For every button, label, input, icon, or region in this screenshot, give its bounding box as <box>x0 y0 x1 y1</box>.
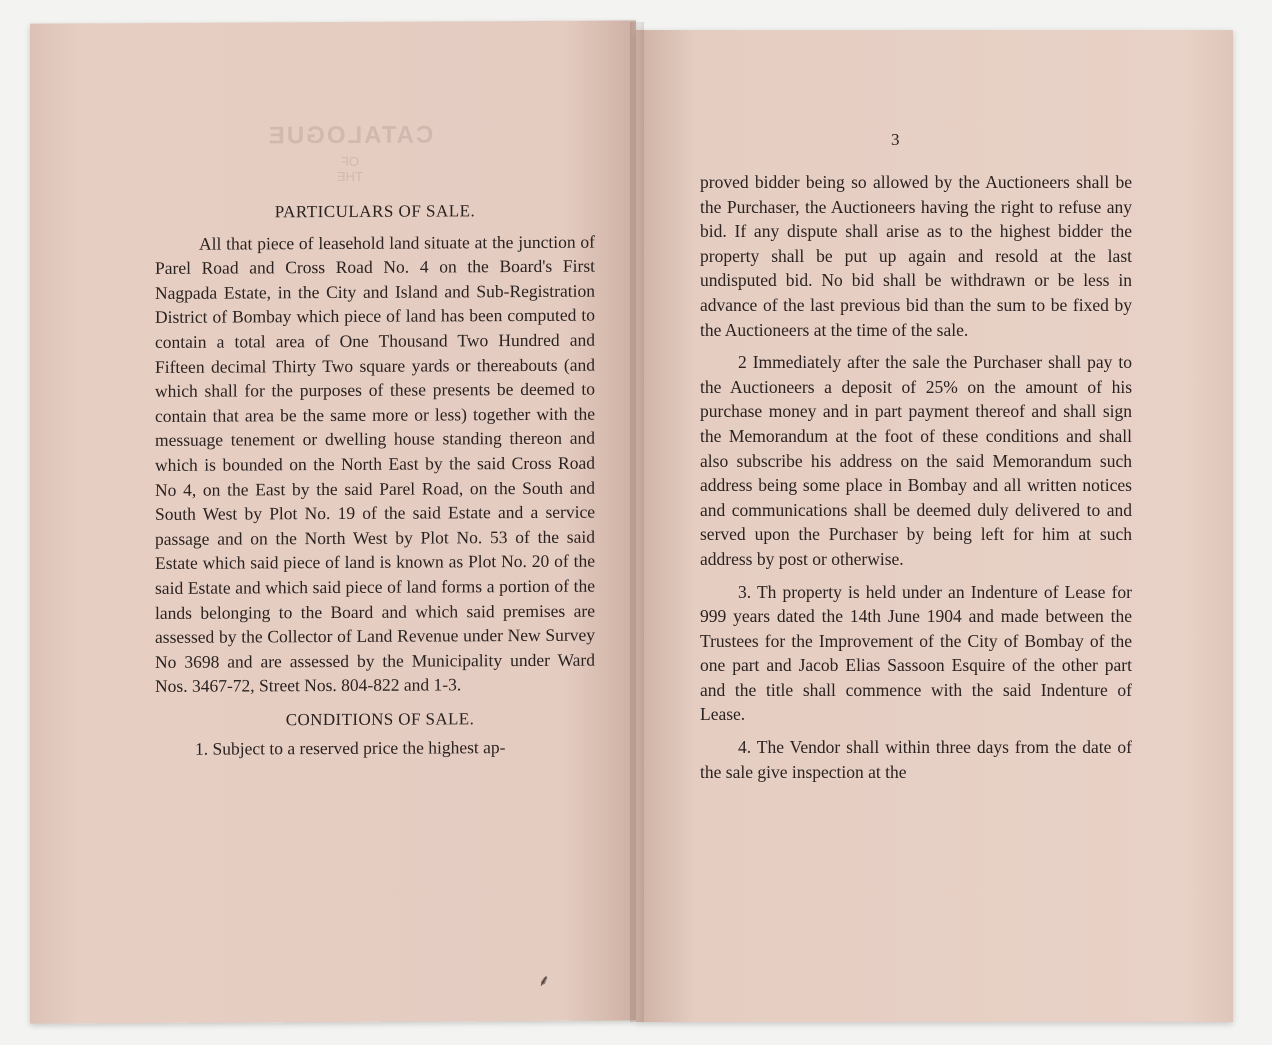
condition-4-start: 4. The Vendor shall within three days from the date of the sale give inspection at the <box>700 737 1132 782</box>
right-page-text <box>700 170 1132 784</box>
condition-2: 2 Immediately after the sale the Purchaser shall pay to the Auctioneers a deposit of 25% on the amount of his purchase money and in part payment thereof and shall sign the Memorandum at the foot of these conditions and shall also subscribe his address on the said Memorandum such address being some place in Bombay and all written notices and communications shall be deemed duly delivered to and served upon the Purchaser by being left for him at such address by post or otherwise. <box>700 352 1132 569</box>
show-through-title: CATALOGUE <box>266 121 434 150</box>
ink-mark: ⸙ <box>538 972 551 990</box>
book-gutter <box>630 22 644 1022</box>
page-number: 3 <box>891 130 900 149</box>
condition-3: 3. Th property is held under an Indenture of Lease for 999 years dated the 14th June 1904 and made between the Trustees for the Improvement of the City of Bombay of the one part and Jacob Elias Sassoon Esquire of the other part and the title shall commence with the said Indenture of Lease. <box>700 581 1132 725</box>
particulars-heading: PARTICULARS OF SALE. <box>274 201 476 222</box>
condition-1-start: 1. Subject to a reserved price the highest ap- <box>195 737 506 760</box>
conditions-heading: CONDITIONS OF SALE. <box>285 709 475 730</box>
show-through-subtitle: OF THE <box>337 153 363 184</box>
left-page <box>30 20 636 1023</box>
left-page-text <box>155 199 595 762</box>
condition-1-continued: proved bidder being so allowed by the Auctioneers shall be the Purchaser, the Auctioneers having the right to refuse any bid. If any dispute shall arise as to the highest bidder the property shall be put up again and resold at the last undisputed bid. No bid shall be withdrawn or be less in advance of the last previous bid than the sum to be fixed by the Auctioneers at the time of the sale. <box>700 172 1132 340</box>
right-page <box>636 30 1233 1022</box>
open-booklet <box>30 22 1235 1022</box>
particulars-paragraph: All that piece of leasehold land situate at the junction of Parel Road and Cross Road No. 4 on the Board's First Nagpada Estate, in the City and Island and Sub-Registration District of Bombay which piece of land has been computed to contain a total area of One Thousand Two Hundred and Fifteen decimal Thirty Two square yards or thereabouts (and which shall for the purposes of these presents be deemed to contain that area be the same more or less) together with the messuage tenement or dwelling house standing thereon and which is bounded on the North East by the said Cross Road No 4, on the East by the said Parel Road, on the South and South West by Plot No. 19 of the said Estate and a service passage and on the North West by Plot No. 53 of the said Estate which said piece of land is known as Plot No. 20 of the said Estate and which said piece of land forms a portion of the lands belonging to the Board and which said premises are assessed by the Collector of Land Revenue under New Survey No 3698 and are assessed by the Municipality under Ward Nos. 3467-72, Street Nos. 804-822 and 1-3. <box>155 231 595 697</box>
